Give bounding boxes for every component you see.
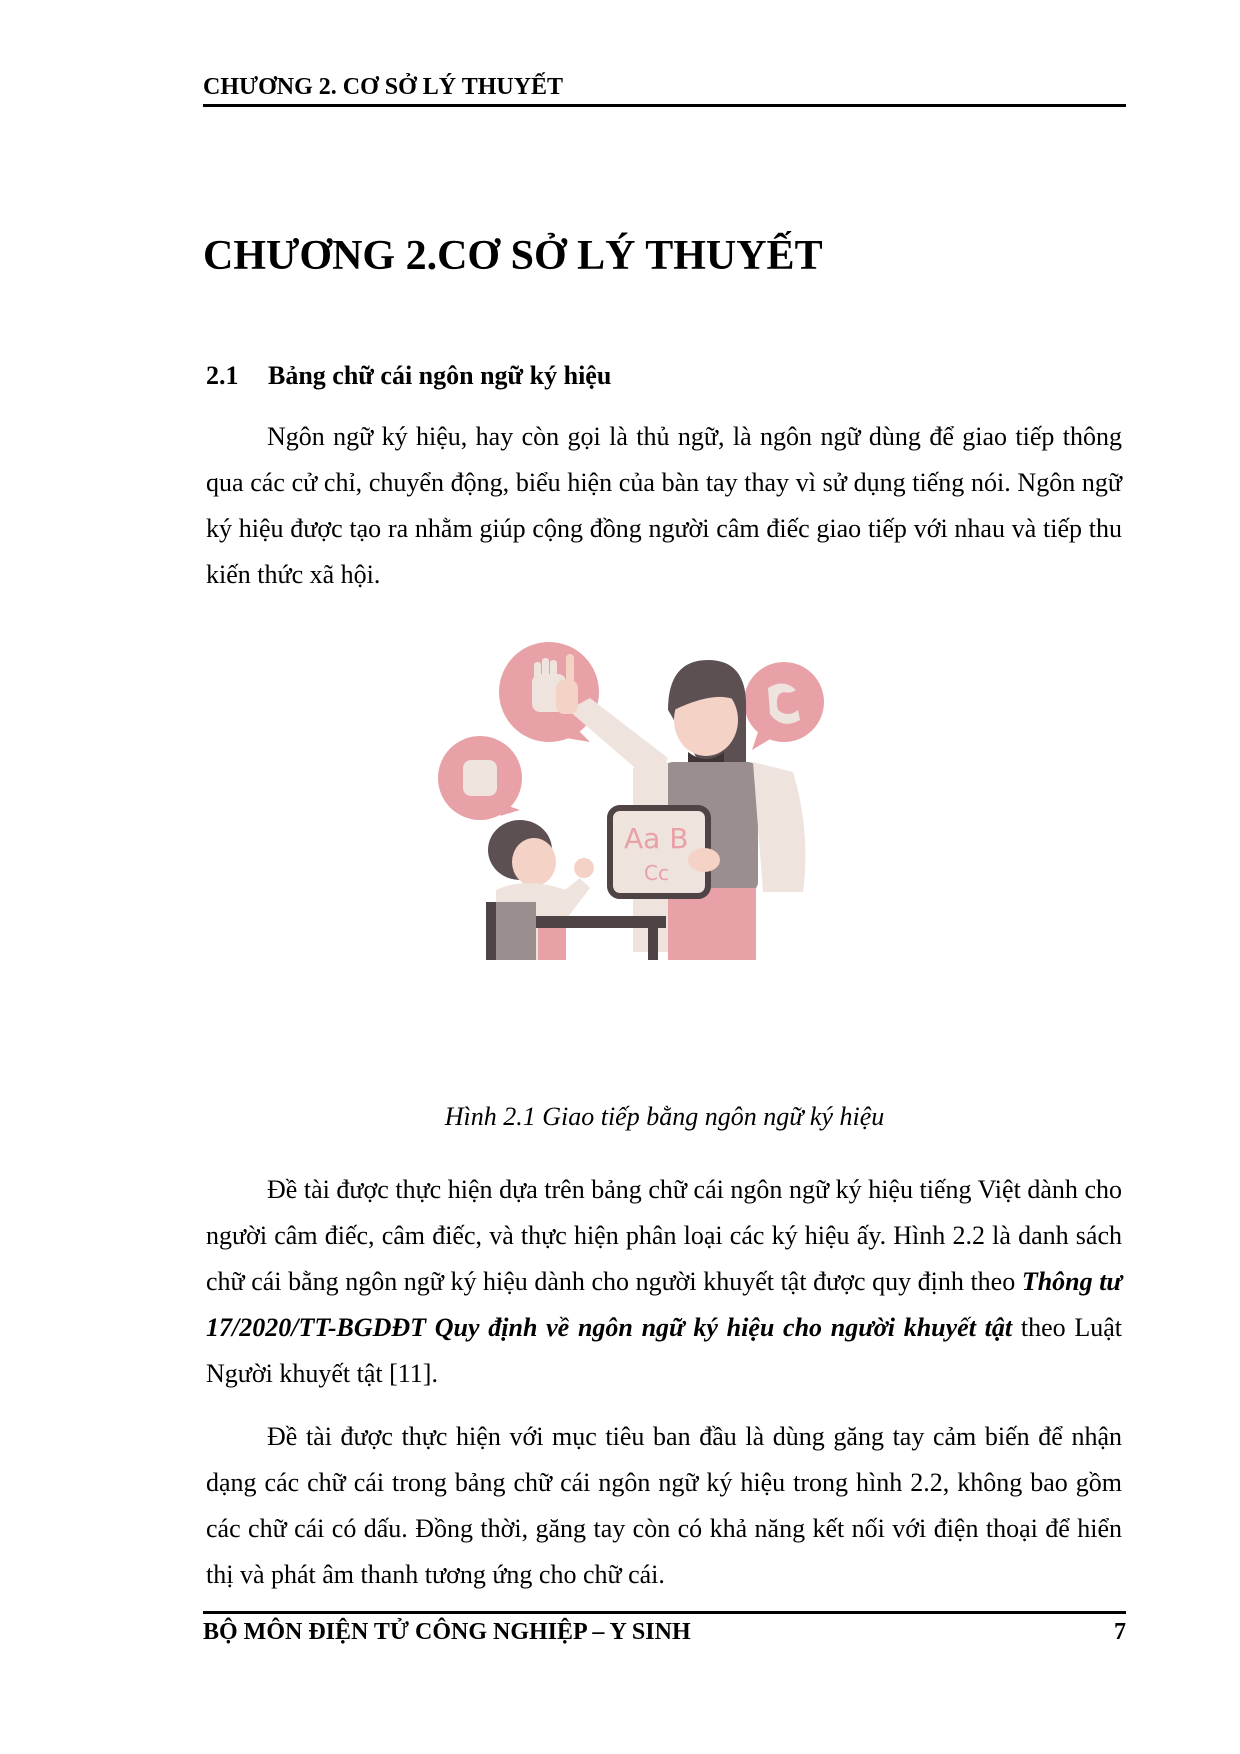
page-footer [203, 1617, 1126, 1647]
illustration-teacher-student-icon [438, 640, 863, 960]
svg-text:Aa B: Aa B [624, 822, 689, 855]
paragraph-1: Ngôn ngữ ký hiệu, hay còn gọi là thủ ngữ, là ngôn ngữ dùng để giao tiếp thông qua các cử chỉ, chuyển động, biểu hiện của bàn tay thay vì sử dụng tiếng nói. Ngôn ngữ ký hiệu được tạo ra nhằm giúp cộng đồng người câm điếc giao tiếp với nhau và tiếp thu kiến thức xã hội. [206, 422, 1122, 589]
figure-caption: Hình 2.1 Giao tiếp bằng ngôn ngữ ký hiệu [444, 1102, 885, 1131]
speech-bubble-open-hand-icon [499, 642, 599, 742]
footer-department: BỘ MÔN ĐIỆN TỬ CÔNG NGHIỆP – Y SINH [203, 1619, 691, 1645]
paragraph-2 [206, 1167, 1122, 1397]
section-heading [206, 358, 611, 394]
svg-text:Cc: Cc [644, 861, 669, 885]
speech-bubble-fist-icon [438, 736, 522, 820]
speech-bubble-c-hand-icon [744, 662, 824, 750]
regulation-reference: Thông tư 17/2020/TT-BGDĐT Quy định về ngôn ngữ ký hiệu cho người khuyết tật [206, 1267, 1122, 1342]
figure-sign-language-illustration [438, 640, 863, 960]
page-number: 7 [1114, 1619, 1126, 1645]
paragraph-3: Đề tài được thực hiện với mục tiêu ban đầu là dùng găng tay cảm biến để nhận dạng các chữ cái trong bảng chữ cái ngôn ngữ ký hiệu trong hình 2.2, không bao gồm các chữ cái có dấu. Đồng thời, găng tay còn có khả năng kết nối với điện thoại để hiển thị và phát âm thanh tương ứng cho chữ cái. [206, 1422, 1122, 1589]
chapter-title: CHƯƠNG 2.CƠ SỞ LÝ THUYẾT [203, 233, 823, 279]
paragraph-2-text-after: theo Luật Người khuyết tật [11]. [206, 1313, 1122, 1388]
paragraph-2-text-before: Đề tài được thực hiện dựa trên bảng chữ cái ngôn ngữ ký hiệu tiếng Việt dành cho người câm điếc, câm điếc, và thực hiện phân loại các ký hiệu ấy. Hình 2.2 là danh sách chữ cái bằng ngôn ngữ ký hiệu dành cho người khuyết tật được quy định theo [206, 1175, 1122, 1296]
header-rule [203, 104, 1126, 107]
section-title: Bảng chữ cái ngôn ngữ ký hiệu [268, 361, 612, 390]
running-header: CHƯƠNG 2. CƠ SỞ LÝ THUYẾT [203, 74, 564, 100]
section-number: 2.1 [206, 361, 239, 390]
footer-rule [203, 1611, 1126, 1614]
